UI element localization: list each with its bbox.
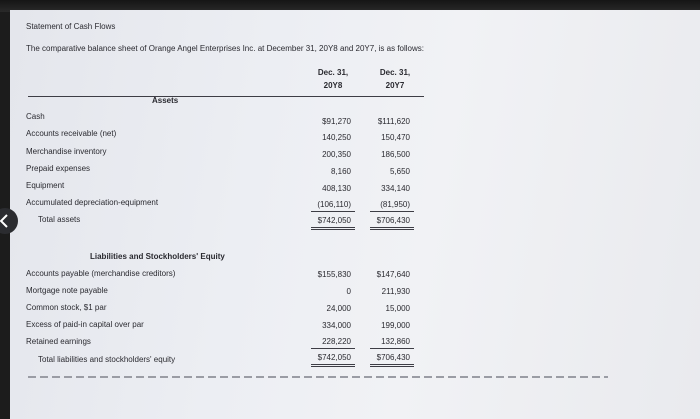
retained-earnings-y7: 132,860 bbox=[381, 337, 410, 346]
row-label-merchandise-inventory: Merchandise inventory bbox=[26, 147, 107, 156]
cash-y7: $111,620 bbox=[377, 117, 410, 126]
col-header-y8-line2: 20Y8 bbox=[323, 81, 343, 90]
mortgage-y8: 0 bbox=[346, 287, 351, 296]
document-page bbox=[10, 10, 700, 419]
row-label-equipment: Equipment bbox=[26, 181, 65, 190]
row-label-common-stock: Common stock, $1 par bbox=[26, 303, 107, 312]
common-stock-y7: 15,000 bbox=[385, 304, 410, 313]
retained-earnings-y8: 228,220 bbox=[322, 337, 351, 346]
subtotal-rule-y8 bbox=[311, 211, 355, 212]
total-assets-y8: $742,050 bbox=[317, 216, 351, 225]
liab-total-double-rule-y8 bbox=[311, 364, 355, 367]
accum-dep-y7: (81,950) bbox=[380, 200, 410, 209]
row-label-retained-earnings: Retained earnings bbox=[26, 337, 91, 346]
assets-heading: Assets bbox=[152, 96, 179, 105]
total-double-rule-y7 bbox=[370, 227, 414, 230]
liab-total-double-rule-y7 bbox=[370, 364, 414, 367]
inventory-y7: 186,500 bbox=[381, 150, 410, 159]
total-assets-y7: $706,430 bbox=[376, 216, 410, 225]
cash-y8: $91,270 bbox=[322, 117, 351, 126]
ap-y7: $147,640 bbox=[376, 270, 410, 279]
ar-y8: 140,250 bbox=[322, 133, 351, 142]
header-rule bbox=[28, 96, 424, 97]
document-title: Statement of Cash Flows bbox=[26, 22, 116, 31]
total-liab-y8: $742,050 bbox=[317, 353, 351, 362]
accum-dep-y8: (106,110) bbox=[317, 200, 351, 209]
row-label-accounts-payable: Accounts payable (merchandise creditors) bbox=[26, 269, 176, 278]
common-stock-y8: 24,000 bbox=[326, 304, 351, 313]
col-header-y7-line1: Dec. 31, bbox=[379, 68, 411, 77]
row-label-total-assets: Total assets bbox=[38, 215, 81, 224]
liab-subtotal-rule-y7 bbox=[370, 348, 414, 349]
mortgage-y7: 211,930 bbox=[381, 287, 410, 296]
ar-y7: 150,470 bbox=[381, 133, 410, 142]
liabilities-heading: Liabilities and Stockholders' Equity bbox=[90, 252, 225, 261]
row-label-mortgage-note: Mortgage note payable bbox=[26, 286, 108, 295]
equipment-y8: 408,130 bbox=[322, 184, 351, 193]
prepaid-y8: 8,160 bbox=[330, 167, 351, 176]
row-label-prepaid-expenses: Prepaid expenses bbox=[26, 164, 91, 173]
total-double-rule-y8 bbox=[311, 227, 355, 230]
document-intro: The comparative balance sheet of Orange Angel Enterprises Inc. at December 31, 20Y8 and 20Y7, is as follows: bbox=[26, 44, 425, 53]
col-header-y7-line2: 20Y7 bbox=[385, 81, 405, 90]
ap-y8: $155,830 bbox=[317, 270, 351, 279]
col-header-y8-line1: Dec. 31, bbox=[317, 68, 349, 77]
cut-off-row-rule bbox=[28, 376, 608, 378]
row-label-cash: Cash bbox=[26, 112, 45, 121]
row-label-accumulated-depreciation: Accumulated depreciation-equipment bbox=[26, 198, 159, 207]
subtotal-rule-y7 bbox=[370, 211, 414, 212]
liab-subtotal-rule-y8 bbox=[311, 348, 355, 349]
prepaid-y7: 5,650 bbox=[389, 167, 410, 176]
equipment-y7: 334,140 bbox=[381, 184, 410, 193]
row-label-total-liabilities-equity: Total liabilities and stockholders' equity bbox=[38, 355, 176, 364]
paid-in-capital-y8: 334,000 bbox=[322, 321, 351, 330]
total-liab-y7: $706,430 bbox=[376, 353, 410, 362]
row-label-paid-in-capital: Excess of paid-in capital over par bbox=[26, 320, 144, 329]
inventory-y8: 200,350 bbox=[322, 150, 351, 159]
paid-in-capital-y7: 199,000 bbox=[381, 321, 410, 330]
row-label-accounts-receivable: Accounts receivable (net) bbox=[26, 129, 117, 138]
